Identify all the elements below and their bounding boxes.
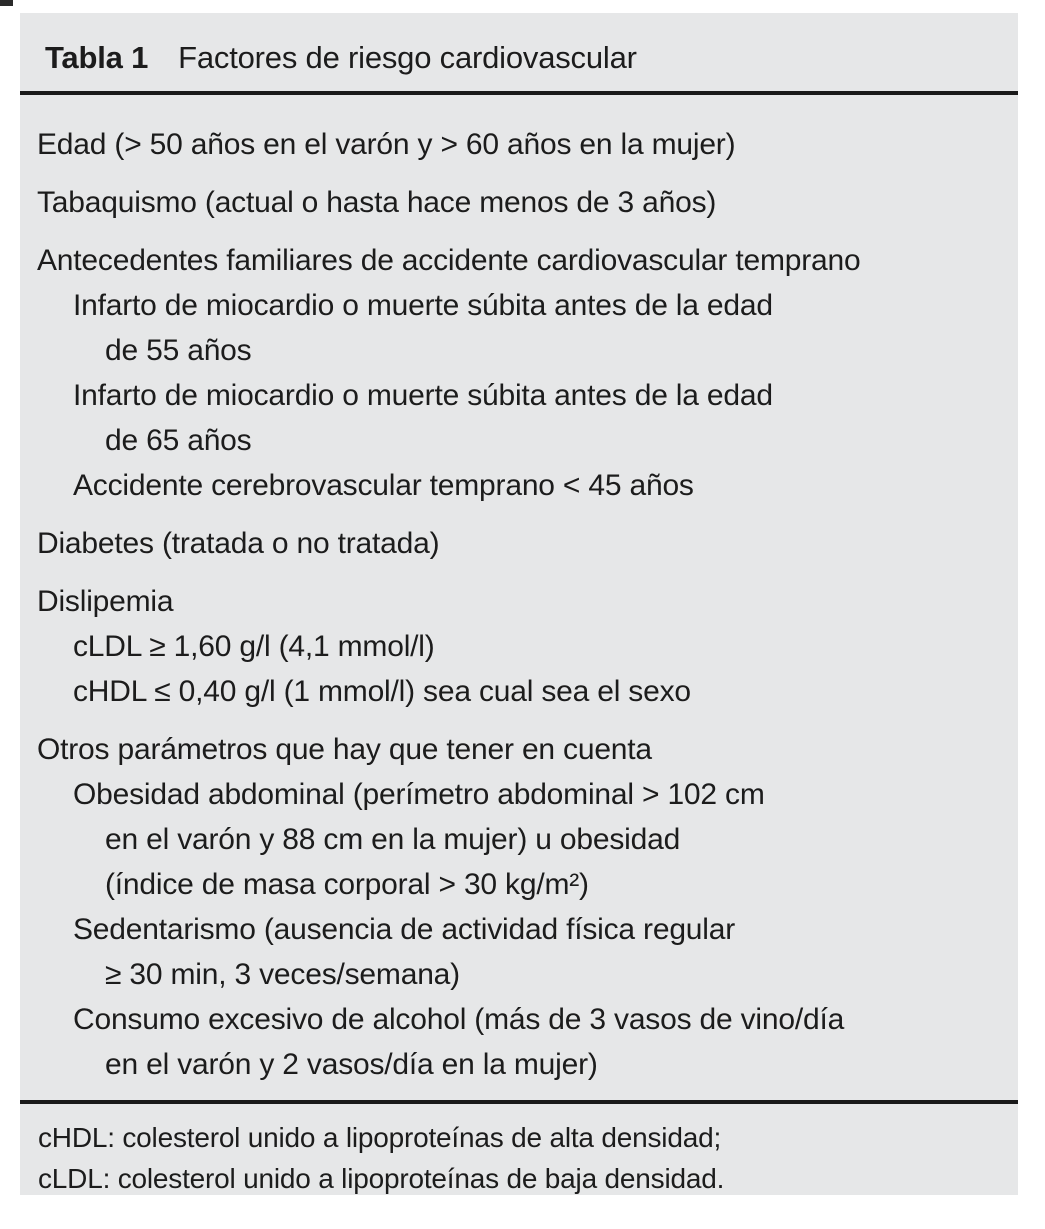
table-title: Factores de riesgo cardiovascular xyxy=(178,40,637,75)
table-row: Dislipemia xyxy=(37,585,174,618)
table-row: cHDL ≤ 0,40 g/l (1 mmol/l) sea cual sea el sexo xyxy=(73,675,691,708)
footnote-line: cLDL: colesterol unido a lipoproteínas de baja densidad. xyxy=(38,1163,725,1194)
table-row: Infarto de miocardio o muerte súbita antes de la edad xyxy=(73,379,773,412)
table-row: en el varón y 2 vasos/día en la mujer) xyxy=(105,1048,598,1081)
table-row: Diabetes (tratada o no tratada) xyxy=(37,527,440,560)
table-row: Antecedentes familiares de accidente cardiovascular temprano xyxy=(37,244,861,277)
table-row: en el varón y 88 cm en la mujer) u obesidad xyxy=(105,823,681,856)
table-row: ≥ 30 min, 3 veces/semana) xyxy=(105,958,460,991)
table-row: cLDL ≥ 1,60 g/l (4,1 mmol/l) xyxy=(73,630,435,663)
table-footnotes xyxy=(20,1104,1018,1195)
risk-factor-table xyxy=(20,13,1018,1195)
footnote-line: cHDL: colesterol unido a lipoproteínas de alta densidad; xyxy=(38,1122,722,1153)
table-row: Tabaquismo (actual o hasta hace menos de 3 años) xyxy=(37,186,717,219)
table-body xyxy=(20,95,1018,1100)
table-row: Accidente cerebrovascular temprano < 45 años xyxy=(73,469,694,502)
table-row: Consumo excesivo de alcohol (más de 3 vasos de vino/día xyxy=(73,1003,845,1036)
table-row: Obesidad abdominal (perímetro abdominal > 102 cm xyxy=(73,778,765,811)
scan-artifact xyxy=(0,0,13,6)
table-number: Tabla 1 xyxy=(45,40,149,75)
table-row: (índice de masa corporal > 30 kg/m²) xyxy=(105,868,589,901)
table-row: de 55 años xyxy=(105,334,252,367)
table-row: Sedentarismo (ausencia de actividad física regular xyxy=(73,913,736,946)
table-header xyxy=(20,13,1018,91)
table-row: de 65 años xyxy=(105,424,252,457)
table-row: Otros parámetros que hay que tener en cuenta xyxy=(37,733,652,766)
table-row: Edad (> 50 años en el varón y > 60 años en la mujer) xyxy=(37,128,736,161)
table-row: Infarto de miocardio o muerte súbita antes de la edad xyxy=(73,289,773,322)
